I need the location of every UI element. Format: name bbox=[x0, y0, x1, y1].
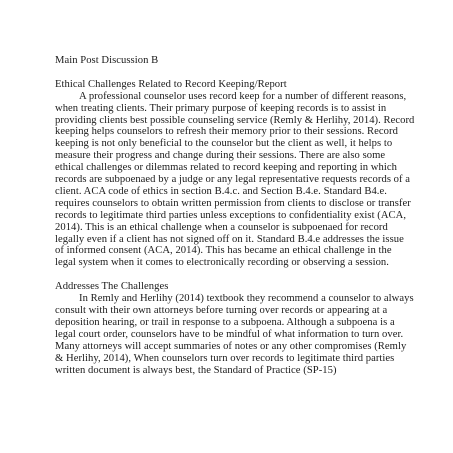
document-title: Main Post Discussion B bbox=[55, 55, 159, 66]
paragraph-spacer bbox=[55, 269, 415, 281]
section-heading-addresses-challenges: Addresses The Challenges bbox=[55, 281, 169, 293]
document-page bbox=[55, 55, 415, 376]
section-heading-ethical-challenges: Ethical Challenges Related to Record Keeping/Report bbox=[55, 78, 287, 90]
section-paragraph-ethical-challenges: A professional counselor uses record keep for a number of different reasons, when treating clients. Their primary purpose of keeping records is to assist in providing clients best possible counseling service (Remly & Herlihy, 2014). Record keeping helps counselors to refresh their memory prior to their sessions. Record keeping is not only beneficial to the counselor but the client as well, it helps to measure their progress and change during their sessions. There are also some ethical challenges or dilemmas related to record keeping and reporting in which records are subpoenaed by a judge or any legal representative requests records of a client. ACA code of ethics in section B.4.c. and Section B.4.e. Standard B4.e. requires counselors to obtain written permission from clients to disclose or transfer records to legitimate third parties unless exceptions to confidentiality exist (ACA, 2014). This is an ethical challenge when a counselor is subpoenaed for record legally even if a client has not signed off on it. Standard B.4.e addresses the issue of informed consent (ACA, 2014). This has became an ethical challenge in the legal system when it comes to electronically recording or observing a session. bbox=[55, 90, 415, 269]
section-paragraph-addresses-challenges: In Remly and Herlihy (2014) textbook they recommend a counselor to always consult with their own attorneys before turning over records or appearing at a deposition hearing, or trail in response to a subpoena. Although a subpoena is a legal court order, counselors have to be mindful of what information to turn over. Many attorneys will accept summaries of notes or any other compromises (Remly & Herlihy, 2014), When counselors turn over records to legitimate third parties written document is always best, the Standard of Practice (SP-15) bbox=[55, 293, 414, 376]
